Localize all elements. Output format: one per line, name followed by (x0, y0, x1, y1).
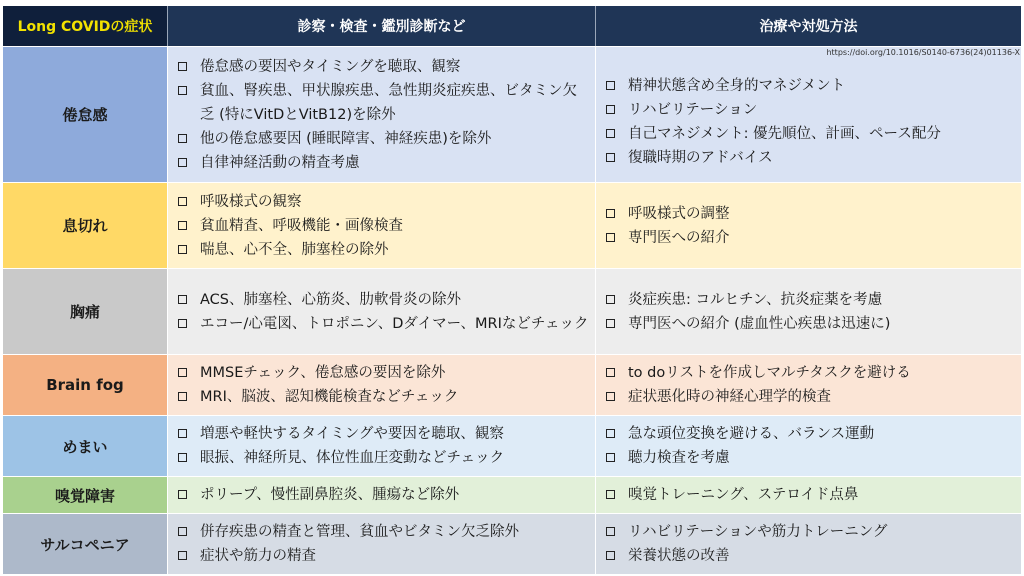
table-body (3, 46, 1021, 574)
treatment-text: 症状悪化時の神経心理学的検査 (628, 389, 831, 405)
treatment-cell (596, 514, 1021, 574)
checkbox-bullet-icon (606, 81, 615, 90)
list-item (606, 74, 1015, 98)
checkbox-bullet-icon (178, 221, 187, 230)
list-item (606, 520, 1015, 544)
diagnosis-text: 倦怠感の要因やタイミングを聴取、観察 (200, 58, 461, 75)
list-item (606, 202, 1015, 226)
list-item (178, 312, 589, 336)
header-treatment: 治療や対処方法 (759, 19, 858, 35)
treatment-text: リハビリテーション (628, 101, 758, 118)
symptom-label: サルコペニア (3, 514, 168, 574)
treatment-text: 復職時期のアドバイス (628, 149, 773, 166)
list-item (606, 544, 1015, 568)
checkbox-bullet-icon (178, 134, 187, 143)
table-header (3, 6, 1021, 46)
checkbox-bullet-icon (178, 392, 187, 401)
treatment-text: 嗅覚トレーニング、ステロイド点鼻 (628, 487, 859, 503)
checkbox-bullet-icon (178, 490, 187, 499)
treatment-text: リハビリテーションや筋力トレーニング (628, 524, 888, 540)
symptom-label: 嗅覚障害 (3, 477, 168, 513)
list-item (606, 385, 1015, 409)
diagnosis-cell (168, 47, 596, 182)
checkbox-bullet-icon (178, 527, 187, 536)
treatment-text: 炎症疾患: コルヒチン、抗炎症薬を考慮 (628, 291, 883, 308)
list-item (606, 422, 1015, 446)
treatment-text: 呼吸様式の調整 (628, 205, 730, 222)
table-row (3, 415, 1021, 476)
diagnosis-text: 呼吸様式の観察 (200, 193, 302, 210)
header-diagnosis: 診察・検査・鑑別診断など (168, 6, 596, 46)
symptom-label: 倦怠感 (3, 47, 168, 182)
diagnosis-text: 自律神経活動の精査考慮 (200, 154, 360, 171)
checkbox-bullet-icon (606, 429, 615, 438)
checkbox-bullet-icon (178, 158, 187, 167)
treatment-text: 精神状態含め全身的マネジメント (628, 77, 846, 94)
list-item (178, 422, 589, 446)
doi-reference: https://doi.org/10.1016/S0140-6736(24)01136-X (826, 48, 1020, 57)
checkbox-bullet-icon (606, 527, 615, 536)
checkbox-bullet-icon (606, 490, 615, 499)
list-item (178, 214, 589, 238)
list-item (178, 151, 589, 175)
treatment-text: 自己マネジメント: 優先順位、計画、ペース配分 (628, 125, 941, 142)
treatment-cell (596, 269, 1021, 354)
checkbox-bullet-icon (606, 233, 615, 242)
checkbox-bullet-icon (606, 551, 615, 560)
diagnosis-cell (168, 477, 596, 513)
diagnosis-text: MRI、脳波、認知機能検査などチェック (200, 389, 459, 405)
list-item (178, 55, 589, 79)
treatment-text: 急な頭位変換を避ける、バランス運動 (628, 426, 875, 442)
list-item (606, 483, 1015, 507)
list-item (178, 544, 589, 568)
checkbox-bullet-icon (178, 429, 187, 438)
diagnosis-text: 眼振、神経所見、体位性血圧変動などチェック (200, 450, 505, 466)
checkbox-bullet-icon (606, 129, 615, 138)
treatment-text: to doリストを作成しマルチタスクを避ける (628, 365, 911, 381)
diagnosis-text: 他の倦怠感要因 (睡眠障害、神経疾患)を除外 (200, 130, 492, 147)
table-row (3, 476, 1021, 513)
diagnosis-text: 貧血精査、呼吸機能・画像検査 (200, 217, 403, 234)
list-item (606, 312, 1015, 336)
checkbox-bullet-icon (606, 209, 615, 218)
treatment-cell (596, 416, 1021, 476)
checkbox-bullet-icon (178, 295, 187, 304)
header-symptom: Long COVIDの症状 (3, 6, 168, 46)
list-item (178, 483, 589, 507)
diagnosis-text: ポリープ、慢性副鼻腔炎、腫瘍など除外 (200, 487, 460, 503)
list-item (606, 98, 1015, 122)
treatment-text: 専門医への紹介 (虚血性心疾患は迅速に) (628, 315, 891, 332)
diagnosis-cell (168, 416, 596, 476)
diagnosis-text: 貧血、腎疾患、甲状腺疾患、急性期炎症疾患、ビタミン欠乏 (特にVitDとVitB12)を除外 (200, 82, 577, 123)
list-item (178, 361, 589, 385)
checkbox-bullet-icon (178, 86, 187, 95)
diagnosis-text: 併存疾患の精査と管理、貧血やビタミン欠乏除外 (200, 524, 519, 540)
checkbox-bullet-icon (178, 197, 187, 206)
list-item (178, 238, 589, 262)
list-item (606, 226, 1015, 250)
treatment-text: 聴力検査を考慮 (628, 450, 730, 466)
checkbox-bullet-icon (606, 319, 615, 328)
list-item (178, 385, 589, 409)
list-item (606, 446, 1015, 470)
list-item (606, 122, 1015, 146)
list-item (606, 361, 1015, 385)
list-item (178, 127, 589, 151)
checkbox-bullet-icon (606, 295, 615, 304)
symptom-label: 胸痛 (3, 269, 168, 354)
diagnosis-text: 症状や筋力の精査 (200, 548, 316, 564)
treatment-cell (596, 183, 1021, 268)
treatment-text: 栄養状態の改善 (628, 548, 730, 564)
checkbox-bullet-icon (178, 245, 187, 254)
table-row (3, 182, 1021, 268)
table-row (3, 354, 1021, 415)
diagnosis-cell (168, 514, 596, 574)
list-item (178, 190, 589, 214)
checkbox-bullet-icon (178, 551, 187, 560)
diagnosis-text: 増悪や軽快するタイミングや要因を聴取、観察 (200, 426, 504, 442)
symptom-label: 息切れ (3, 183, 168, 268)
checkbox-bullet-icon (178, 62, 187, 71)
diagnosis-cell (168, 183, 596, 268)
diagnosis-text: MMSEチェック、倦怠感の要因を除外 (200, 365, 446, 381)
checkbox-bullet-icon (178, 319, 187, 328)
list-item (178, 288, 589, 312)
checkbox-bullet-icon (178, 453, 187, 462)
symptom-table (3, 6, 1021, 574)
symptom-label: めまい (3, 416, 168, 476)
table-row (3, 268, 1021, 354)
diagnosis-cell (168, 269, 596, 354)
treatment-cell (596, 477, 1021, 513)
checkbox-bullet-icon (178, 368, 187, 377)
diagnosis-text: ACS、肺塞栓、心筋炎、肋軟骨炎の除外 (200, 291, 461, 308)
treatment-text: 専門医への紹介 (628, 229, 730, 246)
checkbox-bullet-icon (606, 453, 615, 462)
table-row (3, 46, 1021, 182)
diagnosis-text: エコー/心電図、トロポニン、Dダイマー、MRIなどチェック (200, 315, 589, 332)
list-item (606, 288, 1015, 312)
table-row (3, 513, 1021, 574)
list-item (178, 446, 589, 470)
list-item (606, 146, 1015, 170)
checkbox-bullet-icon (606, 392, 615, 401)
treatment-cell (596, 47, 1021, 182)
symptom-label: Brain fog (3, 355, 168, 415)
treatment-cell (596, 355, 1021, 415)
diagnosis-cell (168, 355, 596, 415)
list-item (178, 520, 589, 544)
checkbox-bullet-icon (606, 105, 615, 114)
checkbox-bullet-icon (606, 153, 615, 162)
checkbox-bullet-icon (606, 368, 615, 377)
list-item (178, 79, 589, 127)
diagnosis-text: 喘息、心不全、肺塞栓の除外 (200, 241, 389, 258)
